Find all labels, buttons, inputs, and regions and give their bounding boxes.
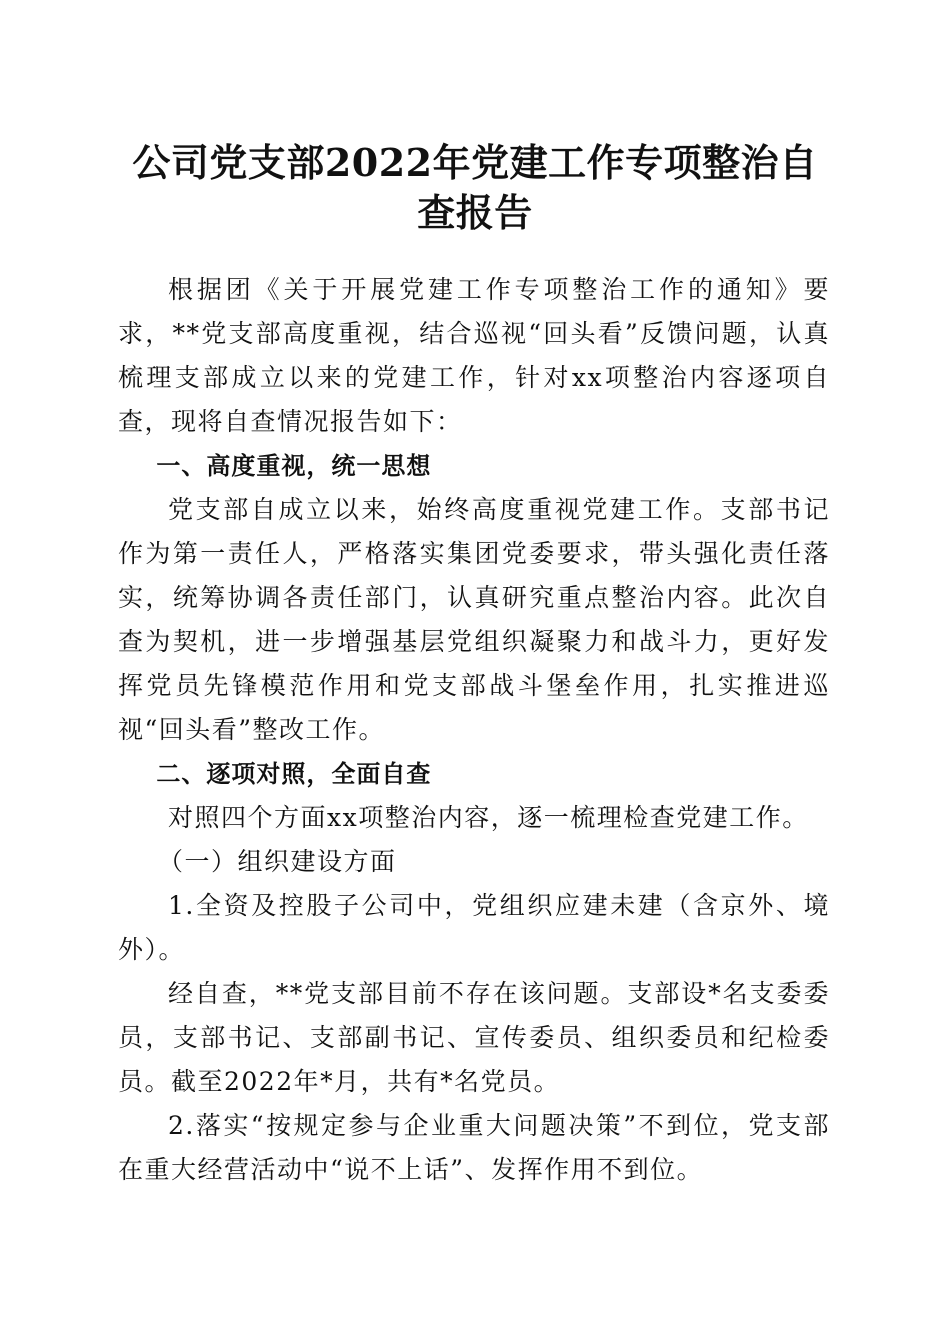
item-1-result: 经自查，**党支部目前不存在该问题。支部设*名支委委员，支部书记、支部副书记、宣传委员、组织委员和纪检委员。截至2022年*月，共有*名党员。 [118,979,830,1096]
document-title: 公司党支部2022年党建工作专项整治自查报告 [132,140,818,235]
item-2: 2.落实“按规定参与企业重大问题决策”不到位，党支部在重大经营活动中“说不上话”、发挥作用不到位。 [118,1111,830,1184]
document-body [118,268,830,1192]
section-1-heading: 一、高度重视，统一思想 [156,452,432,480]
intro-paragraph: 根据团《关于开展党建工作专项整治工作的通知》要求，**党支部高度重视，结合巡视“回头看”反馈问题，认真梳理支部成立以来的党建工作，针对xx项整治内容逐项自查，现将自查情况报告如下： [118,275,830,436]
section-2-paragraph: 对照四个方面xx项整治内容，逐一梳理检查党建工作。 [168,803,809,832]
subsection-1-heading: （一）组织建设方面 [158,847,397,876]
section-2-heading: 二、逐项对照，全面自查 [156,760,432,788]
section-1-paragraph: 党支部自成立以来，始终高度重视党建工作。支部书记作为第一责任人，严格落实集团党委要求，带头强化责任落实，统筹协调各责任部门，认真研究重点整治内容。此次自查为契机，进一步增强基层党组织凝聚力和战斗力，更好发挥党员先锋模范作用和党支部战斗堡垒作用，扎实推进巡视“回头看”整改工作。 [118,495,830,744]
item-1: 1.全资及控股子公司中，党组织应建未建（含京外、境外）。 [118,891,830,964]
